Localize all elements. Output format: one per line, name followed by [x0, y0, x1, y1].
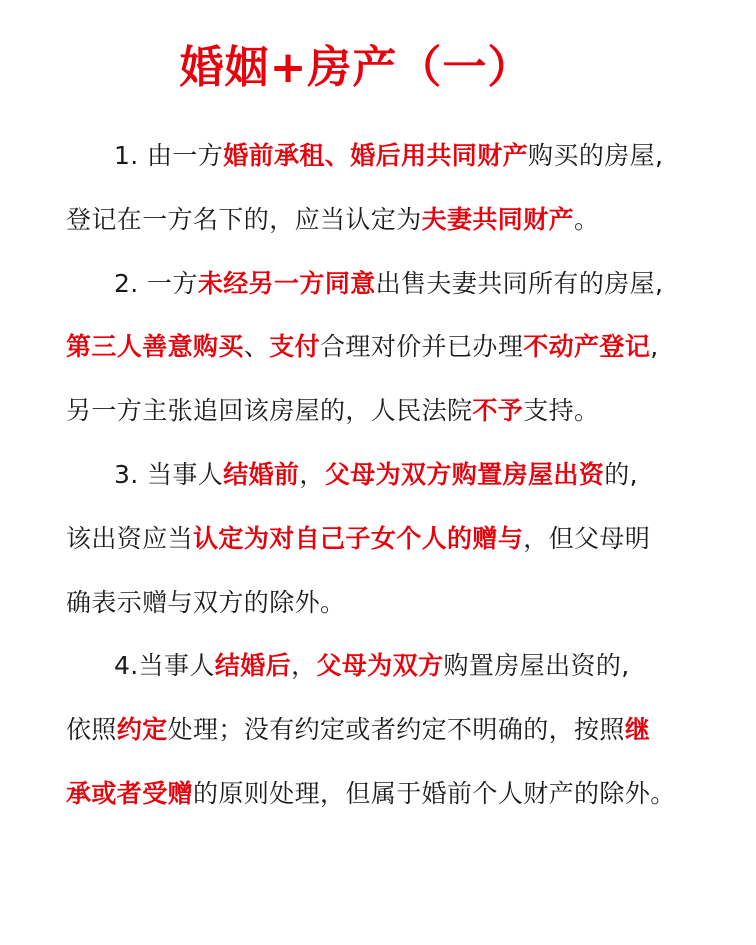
text-line: [66, 571, 706, 635]
text-line: [66, 379, 706, 443]
body-text: 登记在一方名下的，应当认定为: [66, 204, 422, 234]
body-text: 另一方主张追回该房屋的，人民法院: [66, 396, 473, 426]
highlighted-text: 结婚后: [214, 651, 292, 681]
highlighted-text: 结婚前: [223, 459, 300, 489]
highlighted-text: 夫妻共同财产: [421, 204, 575, 234]
body-text: 支持。: [523, 396, 600, 426]
title-rest: +房产（一）: [269, 42, 533, 93]
body-text: 合理对价并已办理: [320, 332, 524, 362]
highlighted-text: 不动产登记: [523, 332, 651, 362]
body-text: 的,: [604, 459, 638, 489]
body-text: 3. 当事人: [114, 459, 224, 489]
highlighted-text: 未经另一方同意: [197, 268, 376, 298]
body-text: 2. 一方: [114, 268, 198, 298]
text-line: [66, 762, 706, 826]
body-text: ，: [299, 459, 325, 489]
document-body: [66, 124, 706, 826]
highlighted-text: 不予: [472, 396, 524, 426]
text-line: [66, 507, 706, 571]
title-prefix: 婚姻: [179, 42, 270, 93]
body-text: 处理；没有约定或者约定不明确的，按照: [167, 715, 625, 745]
text-line: [66, 443, 706, 507]
highlighted-text: 婚前承租、婚后用共同财产: [223, 141, 529, 170]
body-text: 该出资应当: [66, 523, 194, 553]
body-text: 的原则处理，但属于婚前个人财产的除外。: [193, 778, 676, 808]
page-title: [0, 38, 712, 98]
highlighted-text: 承或者受赠: [66, 778, 194, 808]
body-text: 。: [574, 204, 600, 234]
body-text: ，: [291, 651, 317, 681]
body-text: 依照: [66, 715, 117, 745]
highlighted-text: 继: [624, 715, 651, 745]
text-line: [66, 315, 706, 379]
highlighted-text: 认定为对自己子女个人的赠与: [193, 523, 524, 553]
body-text: 4.当事人: [114, 651, 215, 681]
highlighted-text: 第三人善意购买: [66, 332, 244, 362]
highlighted-text: 约定: [116, 715, 168, 745]
body-text: 出售夫妻共同所有的房屋,: [375, 268, 664, 298]
body-text: 购买的房屋,: [528, 141, 664, 170]
body-text: ，但父母明: [523, 523, 651, 553]
text-line: [66, 188, 706, 252]
text-line: [66, 252, 706, 316]
body-text: ,: [650, 332, 659, 362]
text-line: [66, 634, 706, 698]
body-text: 1. 由一方: [114, 141, 224, 170]
highlighted-text: 父母为双方购置房屋出资: [324, 459, 605, 489]
body-text: 确表示赠与双方的除外。: [66, 587, 346, 617]
body-text: 、: [243, 332, 270, 362]
text-line: [66, 698, 706, 762]
text-line: [66, 124, 706, 188]
highlighted-text: 父母为双方: [316, 651, 444, 681]
body-text: 购置房屋出资的,: [443, 651, 630, 681]
highlighted-text: 支付: [269, 332, 321, 362]
